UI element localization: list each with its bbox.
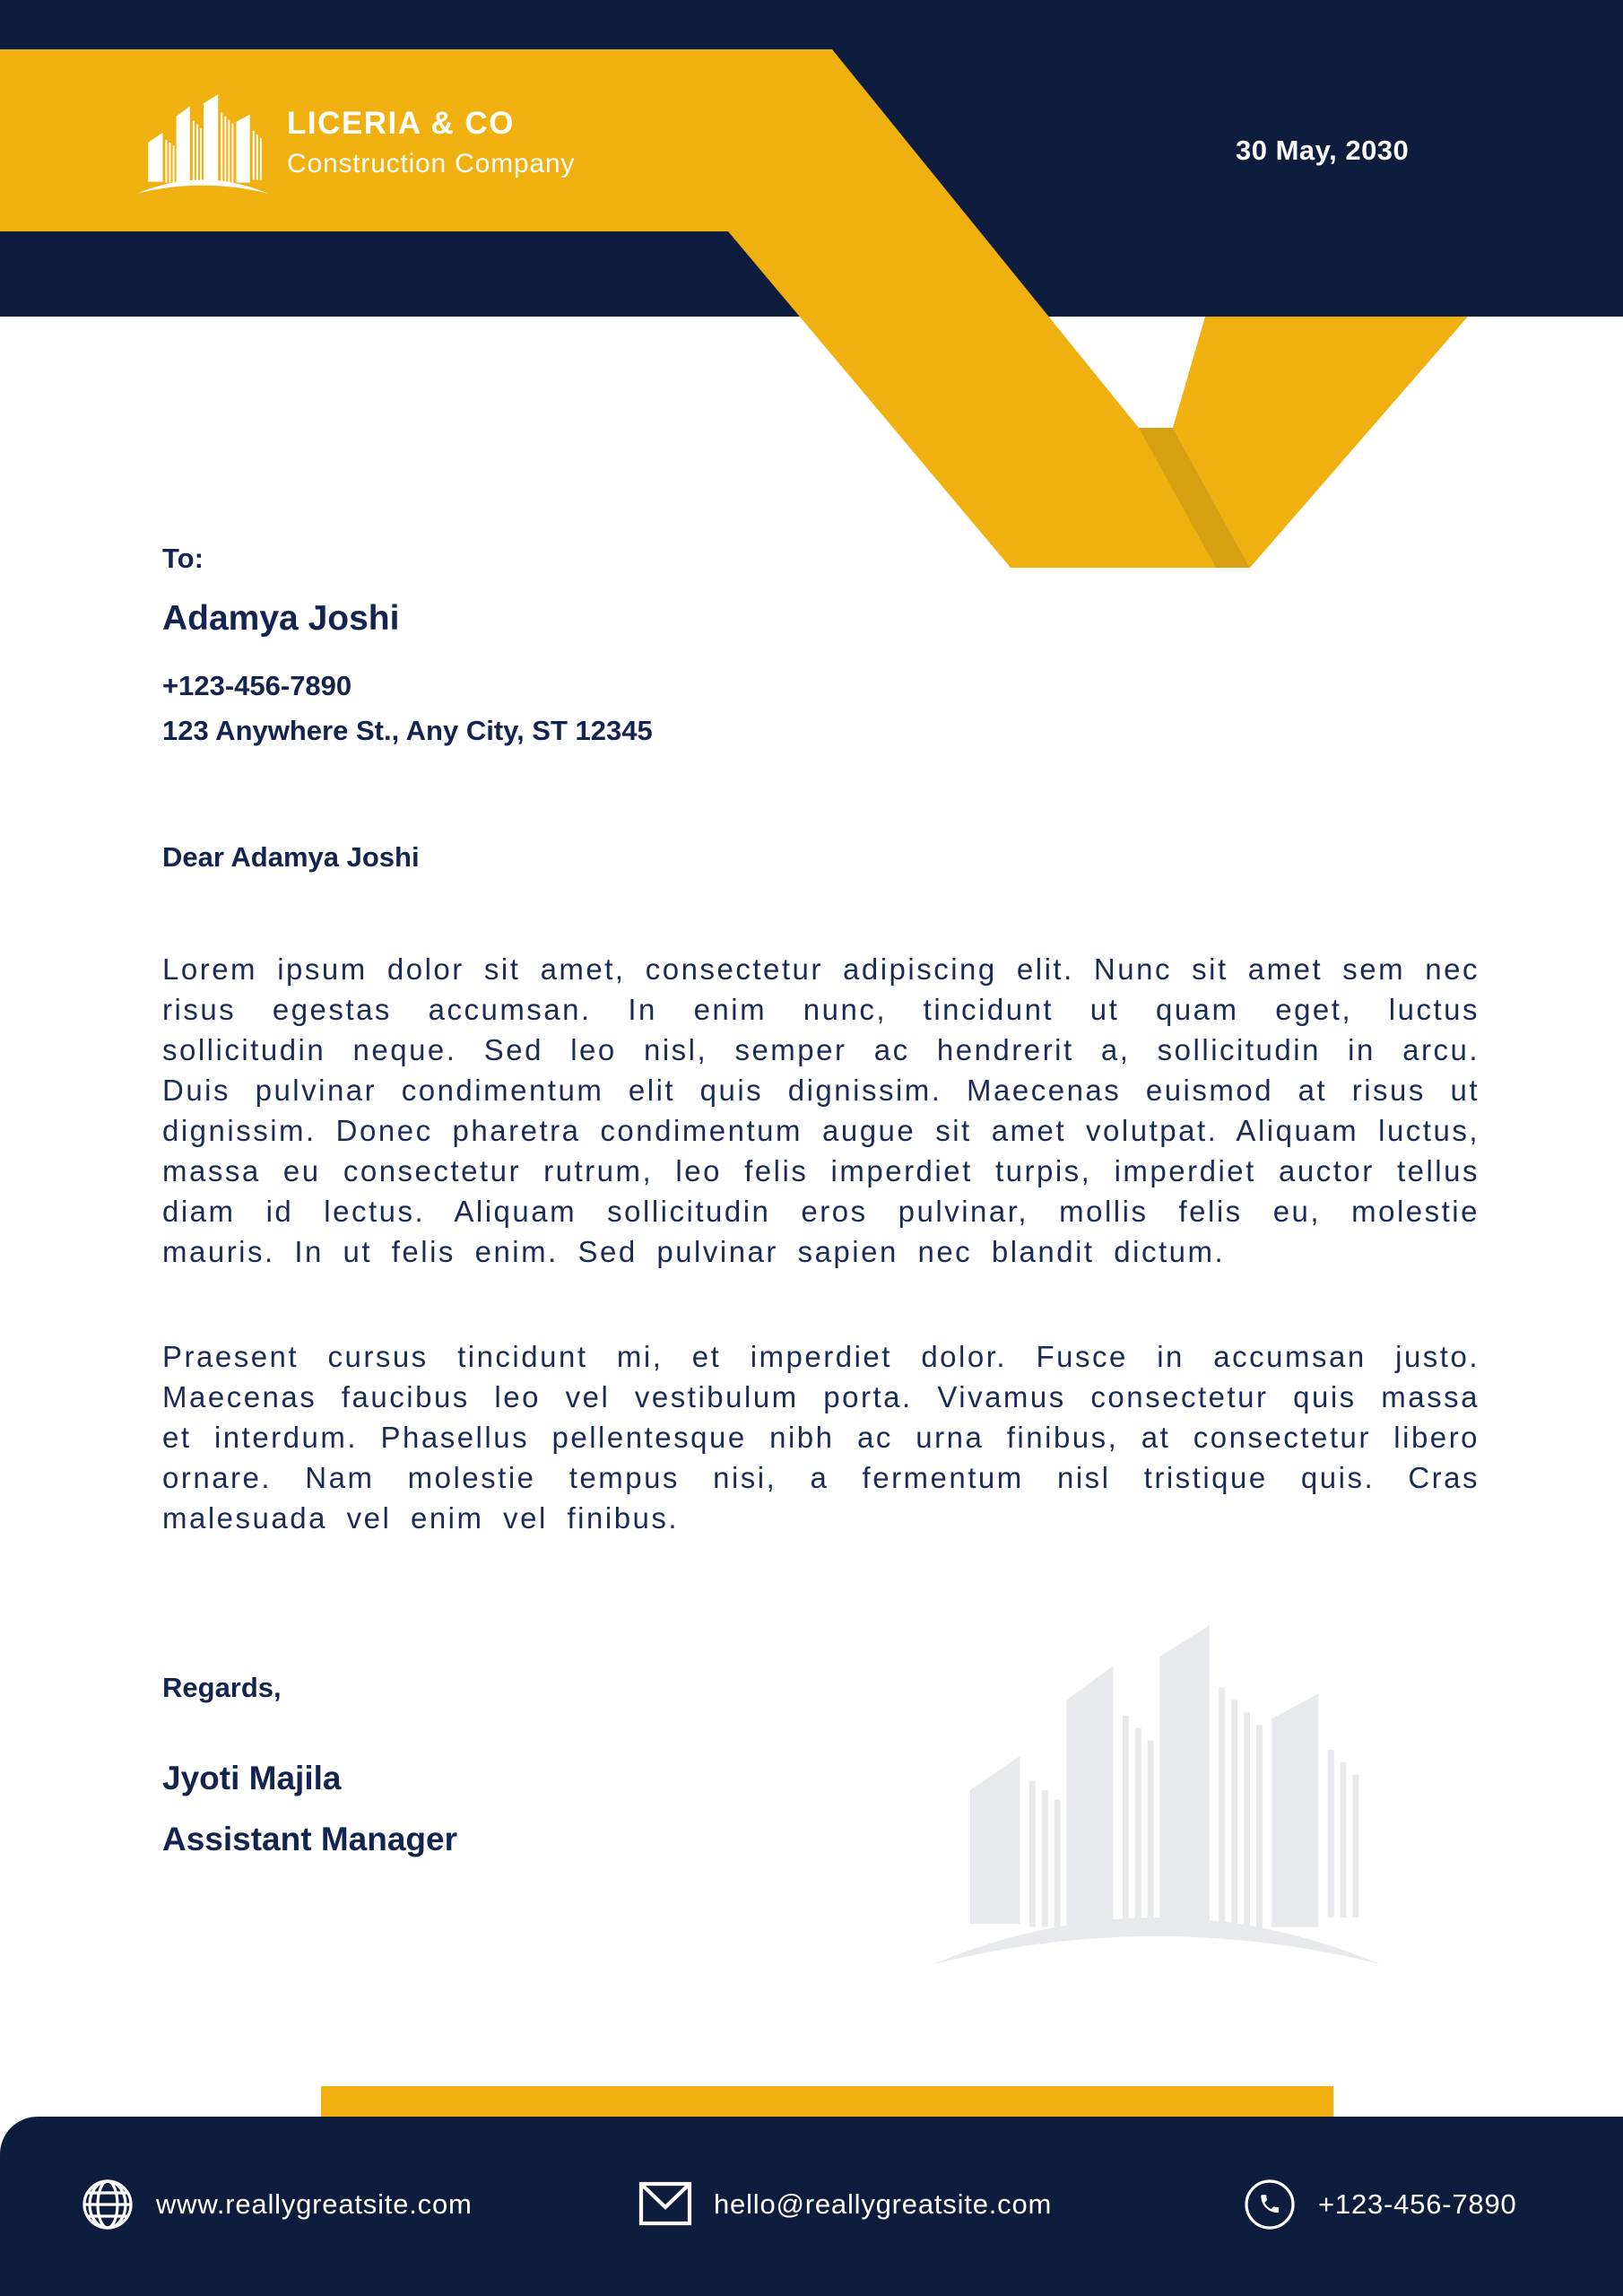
- envelope-icon: [638, 2178, 692, 2231]
- brand-name: LICERIA & CO: [287, 106, 515, 141]
- letter-paragraph-1: Lorem ipsum dolor sit amet, consectetur adipiscing elit. Nunc sit amet sem nec risus egestas accumsan. In enim nunc, tincidunt ut quam eget, luctus sollicitudin neque. Sed leo nisl, semper ac hendrerit a, sollicitudin in arcu. Duis pulvinar condimentum elit quis dignissim. Maecenas euismod at risus ut dignissim. Donec pharetra condimentum augue sit amet volutpat. Aliquam luctus, massa eu consectetur rutrum, leo felis imperdiet turpis, imperdiet auctor tellus diam id lectus. Aliquam sollicitudin eros pulvinar, mollis felis eu, molestie mauris. In ut felis enim. Sed pulvinar sapien nec blandit dictum.: [162, 952, 1480, 1268]
- recipient-label: To:: [162, 543, 204, 574]
- footer-phone-label: +123-456-7890: [1318, 2188, 1517, 2220]
- footer-website-label: www.reallygreatsite.com: [156, 2188, 473, 2220]
- recipient-phone: +123-456-7890: [162, 670, 352, 701]
- buildings-skyline-icon: [135, 88, 271, 197]
- salutation: Dear Adamya Joshi: [162, 841, 420, 873]
- recipient-name: Adamya Joshi: [162, 599, 400, 638]
- letter-date: 30 May, 2030: [1236, 135, 1410, 166]
- globe-icon: [81, 2178, 135, 2231]
- signature-title: Assistant Manager: [162, 1821, 457, 1857]
- recipient-address: 123 Anywhere St., Any City, ST 12345: [162, 715, 653, 746]
- footer-phone: [1243, 2170, 1517, 2239]
- closing: Regards,: [162, 1672, 282, 1703]
- letter-paragraph-2: Praesent cursus tincidunt mi, et imperdiet dolor. Fusce in accumsan justo. Maecenas faucibus leo vel vestibulum porta. Vivamus consectetur quis massa et interdum. Phasellus pellentesque nibh ac urna finibus, at consectetur libero ornare. Nam molestie tempus nisi, a fermentum nisl tristique quis. Cras malesuada vel enim vel finibus.: [162, 1340, 1480, 1535]
- footer-email: [638, 2170, 1052, 2239]
- brand-logo: [135, 88, 762, 209]
- buildings-watermark-icon: [924, 1604, 1390, 1977]
- phone-icon: [1243, 2178, 1297, 2231]
- footer: [0, 2117, 1623, 2296]
- footer-accent-bar: [321, 2086, 1333, 2120]
- footer-website: [81, 2170, 473, 2239]
- watermark-buildings: [924, 1604, 1390, 1977]
- footer-email-label: hello@reallygreatsite.com: [714, 2188, 1053, 2220]
- signature-name: Jyoti Majila: [162, 1760, 342, 1796]
- brand-tagline: Construction Company: [287, 149, 576, 178]
